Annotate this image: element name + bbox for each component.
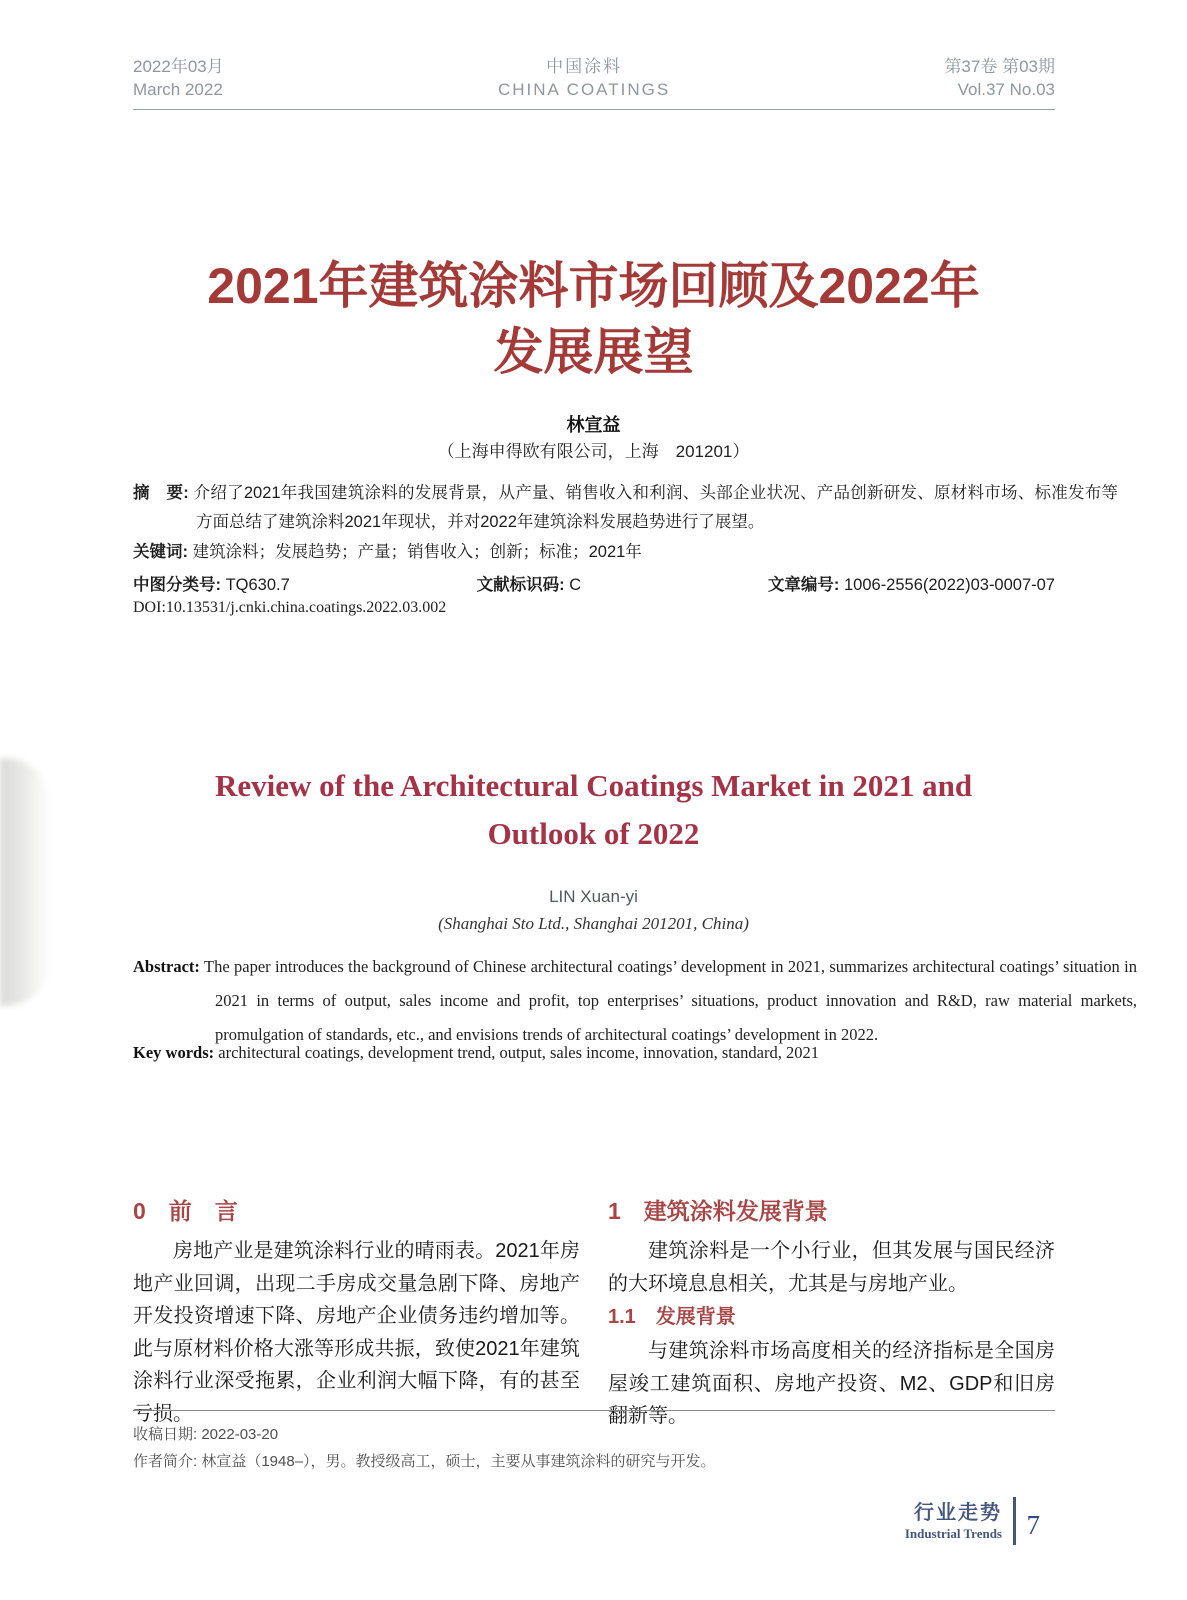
footer-divider [1013, 1497, 1016, 1545]
received-date-label: 收稿日期: [133, 1426, 198, 1443]
header-issue-date [133, 55, 224, 101]
keywords-text-cn: 建筑涂料；发展趋势；产量；销售收入；创新；标准；2021年 [192, 543, 642, 561]
header-journal-en: CHINA COATINGS [497, 80, 671, 99]
footer-section-en: Industrial Trends [904, 1525, 1002, 1541]
keywords-en [133, 1036, 1055, 1070]
header-date-cn: 2022年03月 [133, 57, 224, 76]
body-column-right [608, 1196, 1055, 1433]
section-heading-intro: 0 前 言 [133, 1198, 238, 1224]
section-heading-background: 1 建筑涂料发展背景 [608, 1198, 828, 1224]
article-title-en-line1: Review of the Architectural Coatings Market in 2021 and [214, 768, 973, 803]
header-date-en: March 2022 [133, 80, 223, 99]
author-name-en: LIN Xuan-yi [549, 887, 638, 906]
clc-number [133, 571, 290, 595]
footnote-block [133, 1410, 1055, 1475]
author-bio-value: 林宣益（1948–），男。教授级高工，硕士，主要从事建筑涂料的研究与开发。 [201, 1453, 716, 1470]
received-date-value: 2022-03-20 [201, 1426, 279, 1443]
article-number-label: 文章编号: [767, 576, 840, 594]
keywords-label-en: Key words: [133, 1043, 215, 1062]
abstract-label-cn: 摘 要: [133, 484, 189, 502]
article-number [768, 571, 1055, 595]
author-bio-label: 作者简介: [133, 1453, 198, 1470]
keywords-label-cn: 关键词: [133, 543, 188, 561]
subsection-heading-background: 1.1 发展背景 [608, 1306, 736, 1329]
document-code-label: 文献标识码: [476, 576, 565, 594]
header-journal-name [498, 55, 670, 101]
received-date-line [133, 1421, 1055, 1448]
author-affiliation-en: (Shanghai Sto Ltd., Shanghai 201201, China) [438, 914, 749, 933]
journal-header [133, 55, 1055, 110]
header-issue-en: Vol.37 No.03 [957, 80, 1055, 99]
article-title-cn-line1: 2021年建筑涂料市场回顾及2022年 [207, 258, 980, 314]
page-footer [905, 1497, 1040, 1545]
header-journal-cn: 中国涂料 [546, 57, 623, 76]
background-paragraph-1: 建筑涂料是一个小行业，但其发展与国民经济的大环境息息相关，尤其是与房地产业。 [608, 1240, 1055, 1295]
author-name-cn: 林宣益 [566, 415, 621, 435]
page-number: 7 [1026, 1509, 1040, 1540]
header-volume-issue [944, 55, 1055, 101]
author-affiliation-cn: （上海申得欧有限公司，上海 201201） [437, 442, 750, 461]
clc-value: TQ630.7 [225, 576, 290, 594]
body-column-left [133, 1196, 580, 1433]
body-columns [133, 1196, 1055, 1433]
clc-label: 中图分类号: [133, 576, 221, 594]
classification-row [133, 571, 1055, 595]
document-code [477, 571, 582, 595]
abstract-label-en: Abstract: [133, 957, 200, 976]
abstract-text-en: The paper introduces the background of Chinese architectural coatings’ development in 2021, summarizes architectural coatings’ situation in 2021 in terms of output, sales income and profit, top enterprises’ situations, product innovation and R&D, raw material markets, promulgation of standards, etc., and envisions trends of architectural coatings’ development in 2022. [203, 957, 1137, 1044]
background-paragraph-2: 与建筑涂料市场高度相关的经济指标是全国房屋竣工建筑面积、房地产投资、M2、GDP和旧房翻新等。 [608, 1340, 1055, 1428]
document-code-value: C [569, 576, 582, 594]
article-number-value: 1006-2556(2022)03-0007-07 [843, 576, 1055, 594]
article-title-en-line2: Outlook of 2022 [487, 816, 700, 851]
keywords-text-en: architectural coatings, development trend, output, sales income, innovation, standard, 2021 [218, 1043, 819, 1062]
header-issue-cn: 第37卷 第03期 [944, 57, 1055, 76]
article-title-cn [0, 253, 1187, 385]
keywords-cn [133, 538, 1055, 567]
abstract-cn [133, 479, 1118, 537]
intro-paragraph: 房地产业是建筑涂料行业的晴雨表。2021年房地产业回调，出现二手房成交量急剧下降、房地产开发投资增速下降、房地产企业债务违约增加等。此与原材料价格大涨等形成共振，致使2021年建筑涂料行业深受拖累，企业利润大幅下降，有的甚至亏损。 [133, 1240, 580, 1425]
footer-section-cn: 行业走势 [914, 1501, 1002, 1524]
author-bio-line [133, 1448, 1055, 1475]
article-title-en [0, 762, 1187, 858]
article-title-cn-line2: 发展展望 [493, 324, 694, 380]
abstract-text-cn: 介绍了2021年我国建筑涂料的发展背景，从产量、销售收入和利润、头部企业状况、产品创新研发、原材料市场、标准发布等方面总结了建筑涂料2021年现状，并对2022年建筑涂料发展趋势进行了展望。 [193, 484, 1118, 531]
footer-section-name [905, 1501, 1002, 1542]
doi-line: DOI:10.13531/j.cnki.china.coatings.2022.03.002 [133, 599, 447, 616]
